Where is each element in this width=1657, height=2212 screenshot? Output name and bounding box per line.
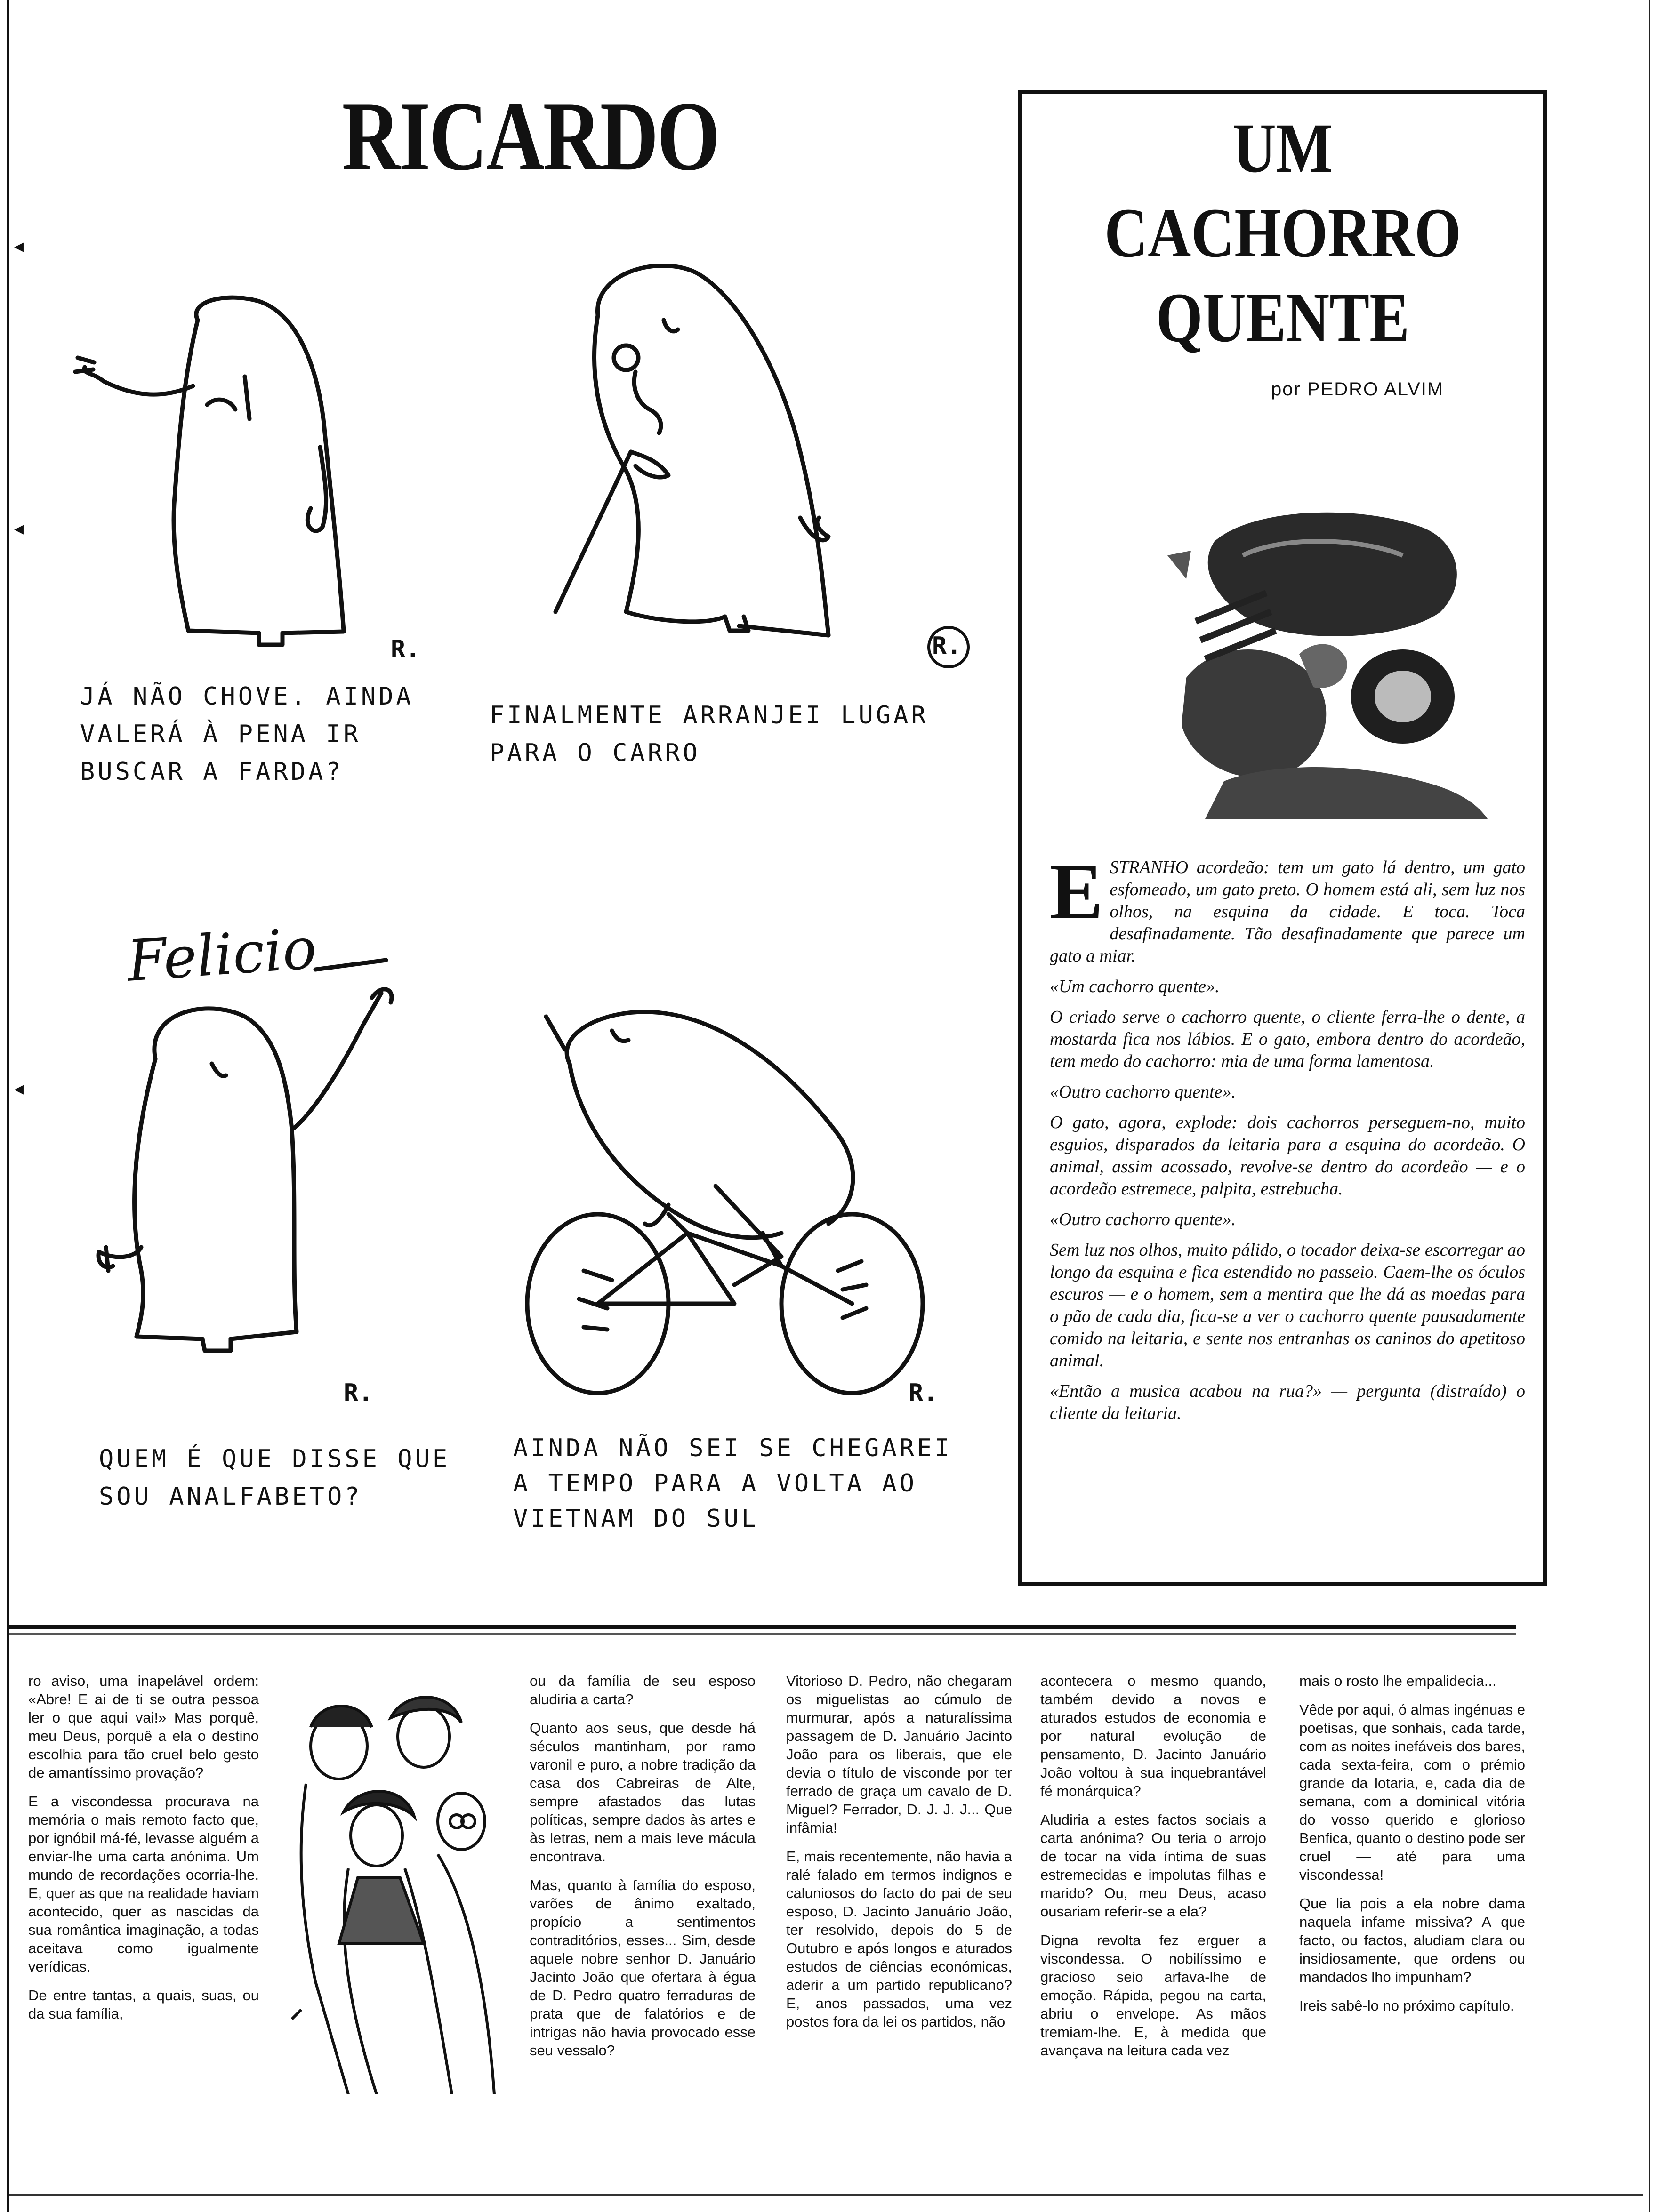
article-body xyxy=(1050,847,1525,1433)
page-left-rule xyxy=(7,0,9,2212)
margin-mark: ◂ xyxy=(14,518,24,539)
comic-panel-2-caption: FINALMENTE ARRANJEI LUGAR PARA O CARRO xyxy=(490,701,929,767)
article-title-line: UM xyxy=(1232,109,1333,187)
article-title-line: QUENTE xyxy=(1156,279,1410,357)
page-right-rule xyxy=(1649,0,1650,2212)
comic-panel-2-signature: R. xyxy=(932,632,962,660)
serial-paragraph: Que lia pois a ela nobre dama naquela infame missiva? A que facto, ou factos, aludiam clara ou insidiosamente, que ordens ou mandados lho impunham? xyxy=(1299,1895,1525,1985)
serial-paragraph: Vitorioso D. Pedro, não chegaram os miguelistas ao cúmulo de murmurar, após a naturalíssima passagem de D. Januário Jacinto João para os liberais, que ele devia o título de visconde por ter ferrado de graça um cavalo de D. Miguel? Ferrador, D. J. J. J... Que infâmia! xyxy=(786,1673,1012,1836)
serial-paragraph: Aludiria a estes factos sociais a carta anónima? Ou teria o arrojo de tocar na vida íntima de suas estremecidas e impolutas filhas e marido? Ou, meu Deus, acaso ousariam referir-se a ela? xyxy=(1040,1811,1266,1920)
article-dropcap: E xyxy=(1050,847,1103,936)
serial-column-2 xyxy=(530,1672,756,2070)
article-byline: por PEDRO ALVIM xyxy=(1271,379,1444,400)
section-divider-thin xyxy=(9,1633,1516,1635)
serial-paragraph: Quanto aos seus, que desde há séculos mantinham, por ramo varonil e puro, a nobre tradição da casa dos Cabreiras de Alte, sempre afastados das lutas políticas, sempre dados às artes e às letras, nem a mais leve mácula encontrava. xyxy=(530,1720,756,1865)
comic-panel-3-wall-text: Felicio xyxy=(125,916,319,994)
article-paragraph: «Outro cachorro quente». xyxy=(1050,1210,1236,1229)
article-illustration xyxy=(1158,499,1497,819)
serial-column-1 xyxy=(28,1672,259,2033)
comic-panel-4-caption: AINDA NÃO SEI SE CHEGAREI A TEMPO PARA A VOLTA AO VIETNAM DO SUL xyxy=(513,1434,952,1533)
serial-paragraph: Ireis sabê-lo no próximo capítulo. xyxy=(1299,1997,1514,2014)
comic-panel-3-drawing xyxy=(71,941,447,1388)
margin-mark: ◂ xyxy=(14,236,24,256)
article-title-line: CACHORRO xyxy=(1104,194,1461,272)
comic-panel-4-drawing xyxy=(490,979,984,1412)
serial-paragraph: mais o rosto lhe empalidecia... xyxy=(1299,1673,1496,1689)
serial-paragraph: E, mais recentemente, não havia a ralé falado em termos indignos e caluniosos do facto do pai de seu esposo, D. Jacinto Januário João, ter resolvido, depois do 5 de Outubro e após longos e aturados estudos de ciências económicas, aderir a um partido republicano? E, anos passados, uma vez postos fora da lei os partidos, não xyxy=(786,1848,1012,2030)
serial-column-5 xyxy=(1299,1672,1525,2025)
section-divider xyxy=(9,1625,1516,1629)
serial-paragraph: ou da família de seu esposo aludiria a carta? xyxy=(530,1673,756,1707)
serial-paragraph: acontecera o mesmo quando, também devido a novos e aturados estudos de economia e por natural evolução de pensamento, D. Jacinto Januário João voltou à sua inquebrantável fé monárquica? xyxy=(1040,1673,1266,1799)
comic-title: RICARDO xyxy=(342,82,719,191)
serial-paragraph: De entre tantas, a quais, suas, ou da sua família, xyxy=(28,1987,259,2022)
serial-column-4 xyxy=(1040,1672,1266,2070)
serial-paragraph: Vêde por aqui, ó almas ingénuas e poetisas, que sonhais, cada tarde, com as noites inefáveis dos bares, cada sexta-feira, com o prémio grande da lotaria, e, cada dia de semana, com a dominical vitória do vosso querido e glorioso Benfica, quanto o destino pode ser cruel — até para uma viscondessa! xyxy=(1299,1701,1525,1883)
article-paragraph: «Um cachorro quente». xyxy=(1050,977,1220,996)
comic-panel-1-signature: R. xyxy=(391,635,420,664)
comic-panel-2-drawing xyxy=(518,254,989,678)
article-paragraph: «Outro cachorro quente». xyxy=(1050,1082,1236,1102)
article-paragraph: Sem luz nos olhos, muito pálido, o tocador deixa-se escorregar ao longo da esquina e fica estendido no passeio. Caem-lhe os óculos escuros — e o homem, sem a mentira que lhe dá as moedas para o pão de cada dia, fica-se a ver o cachorro quente pausadamente comido na leitaria, e sente nos entranhas os caninos do apetitoso animal. xyxy=(1050,1240,1525,1370)
comic-panel-1-drawing xyxy=(38,282,461,668)
serial-paragraph: Mas, quanto à família do esposo, varões de ânimo exaltado, propício a sentimentos contraditórios, esses... Sim, desde aquele nobre senhor D. Januário Jacinto João que ofertara à égua de D. Pedro quatro ferraduras de prata que de falatórios e de intrigas não havia provocado esse seu vessalo? xyxy=(530,1877,756,2059)
comic-panel-4-signature: R. xyxy=(909,1379,938,1407)
article-paragraph: O criado serve o cachorro quente, o cliente ferra-lhe o dente, a mostarda fica nos lábios. E o gato, embora dentro do acordeão, tem medo do cachorro: mia de uma forma lamentosa. xyxy=(1050,1007,1525,1071)
article-paragraph: «Então a musica acabou na rua?» — pergunta (distraído) o cliente da leitaria. xyxy=(1050,1381,1525,1423)
page-bottom-rule xyxy=(9,2194,1643,2196)
comic-panel-1-caption: JÁ NÃO CHOVE. AINDA VALERÁ À PENA IR BUSCAR A FARDA? xyxy=(80,682,414,786)
serial-column-3 xyxy=(786,1672,1012,2041)
serial-paragraph: E a viscondessa procurava na memória o mais remoto facto que, por ignóbil má-fé, levasse alguém a enviar-lhe uma carta anónima. Um mundo de recordações ocorria-lhe. E, quer as que na realidade haviam acontecido, quer as nascidas da sua romântica imaginação, a todas aceitava como igualmente verídicas. xyxy=(28,1793,259,1975)
serial-paragraph: ro aviso, uma inapelável ordem: «Abre! E ai de ti se outra pessoa ler o que aqui vai!» Mas porquê, meu Deus, porquê a ela o destino escolhia para tão cruel belo gesto de amantíssimo provação? xyxy=(28,1673,259,1781)
article-paragraph: O gato, agora, explode: dois cachorros perseguem-no, muito esguios, disparados da leitaria para a esquina do acordeão. O animal, assim acossado, revolve-se dentro do acordeão — e o acordeão estremece, palpita, estrebucha. xyxy=(1050,1113,1525,1199)
serial-paragraph: Digna revolta fez erguer a viscondessa. O nobilíssimo e gracioso seio arfava-lhe de emoção. Rápida, pegou na carta, abriu o envelope. As mãos tremiam-lhe. E, à medida que avançava na leitura cada vez xyxy=(1040,1932,1266,2059)
margin-mark: ◂ xyxy=(14,1078,24,1099)
article-paragraph: ESTRANHO acordeão: tem um gato lá dentro, um gato esfomeado, um gato preto. O homem está ali, sem luz nos olhos, na esquina da cidade. E toca. Toca desafinadamente. Tão desafinadamente que parece um gato a miar. xyxy=(1050,847,1525,966)
article-title xyxy=(1065,106,1501,360)
comic-panel-3-caption: QUEM É QUE DISSE QUE SOU ANALFABETO? xyxy=(99,1445,450,1511)
comic-panel-3-signature: R. xyxy=(344,1379,373,1407)
serial-illustration xyxy=(282,1680,504,2094)
